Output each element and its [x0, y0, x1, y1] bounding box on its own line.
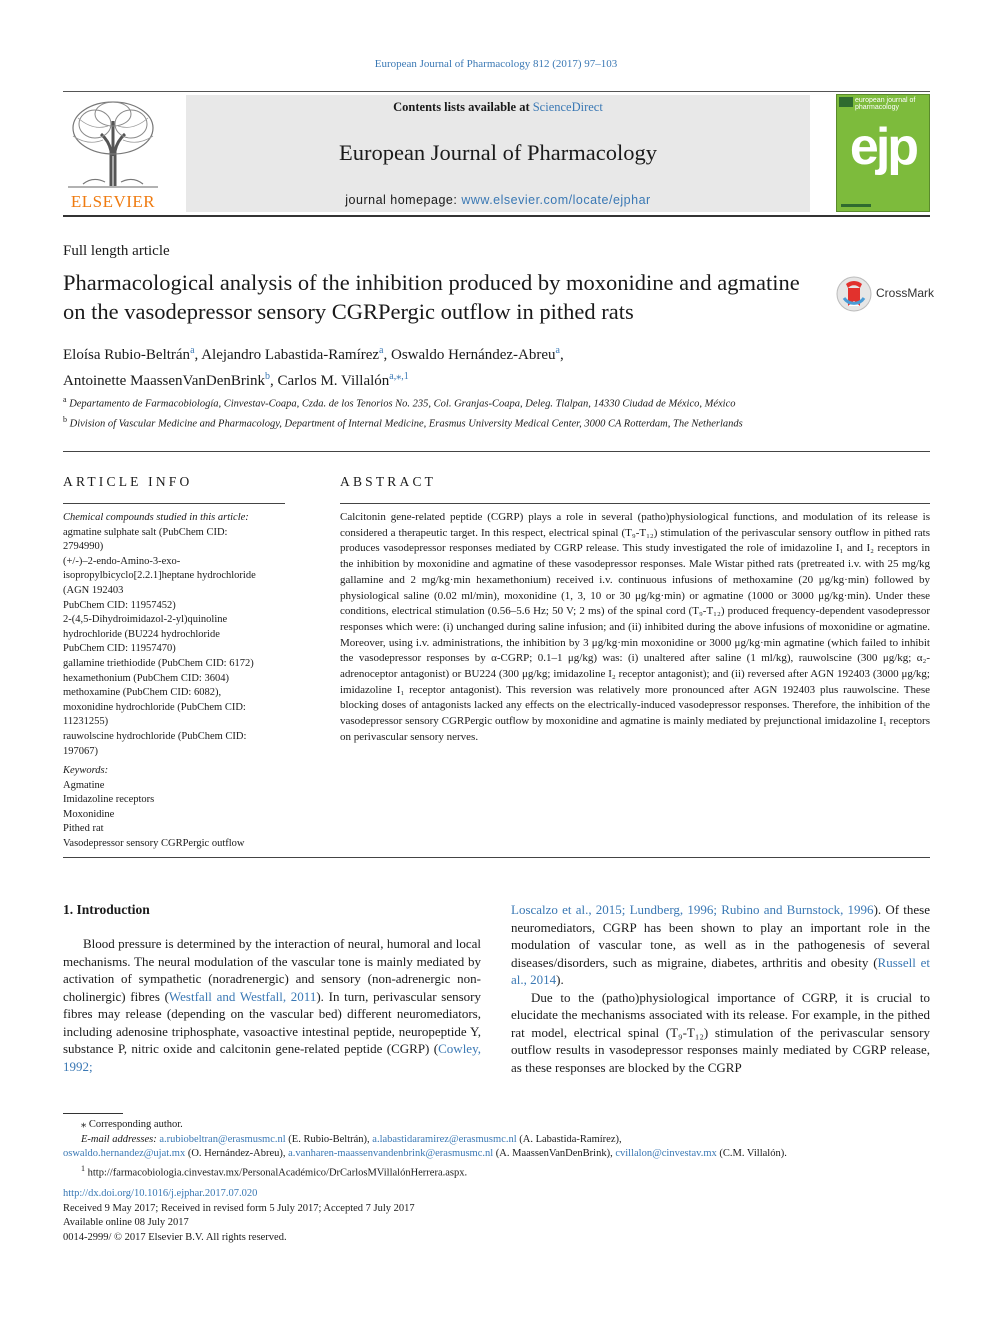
affiliation-rule [63, 451, 930, 452]
intro-column-2 [511, 901, 930, 1076]
article-metadata [63, 1187, 563, 1245]
header-rule [63, 91, 930, 92]
compound-line: hexamethonium (PubChem CID: 3604) [63, 672, 229, 684]
affiliations [63, 392, 873, 431]
footnote-rule [63, 1113, 123, 1114]
article-info-list [63, 511, 288, 852]
available-online: Available online 08 July 2017 [63, 1217, 189, 1228]
compound-line: 197067) [63, 745, 98, 757]
contents-prefix: Contents lists available at [393, 100, 530, 114]
compound-line: (AGN 192403 [63, 584, 124, 596]
copyright: 0014-2999/ © 2017 Elsevier B.V. All rights reserved. [63, 1231, 287, 1243]
compound-line: gallamine triethiodide (PubChem CID: 6172) [63, 657, 254, 669]
article-title: Pharmacological analysis of the inhibition produced by moxonidine and agmatine on the vasodepressor sensory CGRPergic outflow in pithed rats [63, 270, 800, 324]
intro-paragraph-1-cont: Loscalzo et al., 2015; Lundberg, 1996; Rubino and Burnstock, 1996). Of these neuromediators, CGRP has been shown to play an important role in the modulation of vascular tone, as well as in the pathogenesis of several diseases/disorders, such as migraine, diabetes, arthritis and obesity (Russell et al., 2014). [511, 902, 930, 987]
email-line-2: oswaldo.hernandez@ujat.mx (O. Hernández-Abreu), a.vanharen-maassenvandenbrink@erasmusmc.nl (A. MaassenVanDenBrink), cvillalon@cinvestav.mx (C.M. Villalón). [63, 1148, 787, 1159]
keyword: Moxonidine [63, 808, 115, 820]
author[interactable]: Oswaldo Hernández-Abreu$^a$ [391, 345, 560, 363]
keyword: Imidazoline receptors [63, 794, 155, 806]
intro-heading: 1. Introduction [63, 902, 150, 917]
abstract-bottom-rule [63, 857, 930, 858]
cover-footer-bar [841, 204, 871, 207]
keywords-label: Keywords: [63, 765, 109, 777]
article-type: Full length article [63, 243, 170, 259]
article-info-rule [63, 503, 285, 504]
journal-cover[interactable] [836, 94, 930, 212]
email-link[interactable]: oswaldo.hernandez@ujat.mx [63, 1148, 186, 1159]
affiliation-b: $^b$ Division of Vascular Medicine and Pharmacology, Department of Internal Medicine, Erasmus University Medical Center, 3000 CA Rotterdam, The Netherlands [63, 414, 743, 429]
compound-line: rauwolscine hydrochloride (PubChem CID: [63, 730, 247, 742]
sciencedirect-link[interactable]: ScienceDirect [532, 100, 603, 114]
reference-link[interactable]: Cowley, 1992; [63, 1041, 481, 1074]
compound-line: (+/-)–2-endo-Amino-3-exo- [63, 555, 181, 567]
journal-title: European Journal of Pharmacology [338, 140, 658, 165]
abstract-text: Calcitonin gene-related peptide (CGRP) plays a role in several (patho)physiological functions, and modulation of its release is considered a therapeutic target. In this respect, electrical spinal (T₉-T₁₂) stimulation of the perivascular sensory outflow in pithed rats produces vasodepressor responses mediated by CGRP release. This study investigated the role of imidazoline I₁ and I₂ receptors in the inhibition by moxonidine and agmatine of these vasodepressor responses. Male Wistar pithed rats (pretreated i.v. with 25 mg/kg gallamine and 2 mg/kg·min hexamethonium) received i.v. continuous infusions of methoxamine (20 μg/kg·min) followed by physiological saline (0.02 ml/min), moxonidine (1, 3, 10 or 30 μg/kg·min) or agmatine (1000 or 3000 μg/kg·min). Under these conditions, electrical stimulation (0.56–5.6 Hz; 50 V; 2 ms) of the spinal cord (T₉-T₁₂) produced frequency-dependent vasodepressor responses which were: (i) unchanged during saline infusion; and (ii) inhibited during the above infusions of moxonidine or agmatine. Moreover, using i.v. administrations, the inhibition by 3 μg/kg·min moxonidine or 3000 μg/kg·min agmatine (which failed to inhibit the vasodepressor responses by α-CGRP; 0.1–1 μg/kg) was: (i) unaltered after saline (1 ml/kg), rauwolscine (300 μg/kg; α₂-adrenoceptor antagonist) or BU224 (300 μg/kg; imidazoline I₂ receptor antagonist); and (ii) reversed after AGN 192403 (3000 μg/kg; imidazoline I₁ receptor antagonist). This reversion was relatively more pronounced after AGN 192403 plus rauwolscine. These blocking doses of antagonists lacked any effects on the electrically-induced vasodepressor responses. Therefore, the inhibition of the vasodepressor sensory CGRPergic outflow by moxonidine and agmatine is mainly mediated by prejunctional imidazoline I₁ receptors on perivascular sensory nerves. [340, 511, 930, 743]
email-link[interactable]: a.labastidaramirez@erasmusmc.nl [372, 1133, 517, 1145]
homepage-prefix: journal homepage: [345, 193, 458, 207]
compound-line: 2-(4,5-Dihydroimidazol-2-yl)quinoline [63, 614, 228, 626]
contents-line [186, 100, 810, 115]
abstract-rule [340, 503, 930, 504]
crossmark-icon [836, 276, 872, 312]
author[interactable]: Eloísa Rubio-Beltrán$^a$ [63, 345, 195, 363]
author[interactable]: Antoinette MaassenVanDenBrink$^b$ [63, 371, 271, 389]
intro-paragraph-1: Blood pressure is determined by the interaction of neural, humoral and local mechanisms. The neural modulation of the vascular tone is mainly mediated by activation of sympathetic (noradrenergic) and sensory (non-adrenergic non-cholinergic) fibres (Westfall and Westfall, 2011). In turn, perivascular sensory fibres may release (depending on the vascular bed) different neuromediators, including adenosine triphosphate, vasoactive intestinal peptide, neuropeptide Y, substance P, nitric oxide and calcitonin gene-related peptide (CGRP) (Cowley, 1992; [63, 936, 482, 1074]
email-link[interactable]: cvillalon@cinvestav.mx [615, 1148, 717, 1159]
email-line-1: E-mail addresses: a.rubiobeltran@erasmusmc.nl (E. Rubio-Beltrán), a.labastidaramirez@erasmusmc.nl (A. Labastida-Ramírez), [81, 1133, 622, 1145]
author-list: Eloísa Rubio-Beltrán$^a$, Alejandro Labastida-Ramírez$^a$, Oswaldo Hernández-Abreu$^a$, Antoinette MaassenVanDenBrink$^b$, Carlos M. Villalón$^{a,⁎,1}$ [63, 345, 564, 389]
crossmark-label: CrossMark [876, 286, 935, 300]
footnote-1: $^1$ http://farmacobiologia.cinvestav.mx/PersonalAcadémico/DrCarlosMVillalónHerrera.aspx. [81, 1163, 468, 1178]
article-info-heading: ARTICLE INFO [63, 474, 193, 489]
cover-emblem [839, 97, 853, 107]
compound-line: 2794990) [63, 541, 104, 553]
intro-paragraph-2: Due to the (patho)physiological importance of CGRP, it is crucial to elucidate the mechanisms associated with its release. For example, in the pithed rat model, electrical spinal (T₉-T₁₂) stimulation of the perivascular sensory outflow results in vasodepressor responses mainly mediated by CGRP release, as these responses are blocked by the CGRP [511, 989, 930, 1075]
reference-link[interactable]: Russell et al., 2014 [511, 954, 930, 987]
compound-line: PubChem CID: 11957470) [63, 643, 176, 655]
email-link[interactable]: a.vanharen-maassenvandenbrink@erasmusmc.nl [288, 1148, 494, 1159]
homepage-line [186, 193, 810, 207]
keyword: Agmatine [63, 779, 105, 791]
compounds-label: Chemical compounds studied in this article: [63, 512, 249, 523]
received-dates: Received 9 May 2017; Received in revised form 5 July 2017; Accepted 7 July 2017 [63, 1202, 415, 1214]
keyword: Vasodepressor sensory CGRPergic outflow [63, 838, 245, 850]
compound-line: PubChem CID: 11957452) [63, 599, 176, 611]
homepage-link[interactable]: www.elsevier.com/locate/ejphar [461, 193, 651, 207]
reference-link[interactable]: Loscalzo et al., 2015; Lundberg, 1996; Rubino and Burnstock, 1996 [511, 902, 874, 917]
compound-line: methoxamine (PubChem CID: 6082), [63, 687, 222, 699]
author[interactable]: Alejandro Labastida-Ramírez$^a$ [201, 345, 384, 363]
journal-citation[interactable]: European Journal of Pharmacology 812 (2017) 97–103 [374, 58, 618, 70]
crossmark-button[interactable] [836, 276, 936, 312]
author[interactable]: Carlos M. Villalón$^{a,⁎,1}$ [277, 371, 409, 389]
cover-logo: ejp [849, 118, 917, 176]
doi-link[interactable]: http://dx.doi.org/10.1016/j.ejphar.2017.07.020 [63, 1188, 258, 1199]
reference-link[interactable]: Westfall and Westfall, 2011 [168, 988, 317, 1004]
compound-line: hydrochloride (BU224 hydrochloride [63, 628, 220, 640]
cover-small-title: european journal of pharmacology [855, 97, 916, 111]
compound-line: 11231255) [63, 716, 109, 728]
header-bottom-rule [63, 215, 930, 217]
corresponding-note: ⁎ Corresponding author. [81, 1119, 183, 1130]
publisher-name: ELSEVIER [70, 192, 156, 211]
footnotes [63, 1118, 930, 1181]
email-link[interactable]: a.rubiobeltran@erasmusmc.nl [159, 1133, 286, 1145]
intro-column-1 [63, 935, 481, 1075]
compound-line: agmatine sulphate salt (PubChem CID: [63, 526, 228, 538]
affiliation-a: $^a$ Departamento de Farmacobiología, Cinvestav-Coapa, Czda. de los Tenorios No. 235, Col. Granjas-Coapa, Deleg. Tlalpan, 14330 Ciudad de México, México [63, 395, 736, 410]
abstract-heading: ABSTRACT [340, 474, 437, 489]
keyword: Pithed rat [63, 823, 104, 835]
compound-line: isopropylbicyclo[2.2.1]heptane hydrochloride [63, 570, 256, 582]
compound-line: moxonidine hydrochloride (PubChem CID: [63, 701, 246, 713]
